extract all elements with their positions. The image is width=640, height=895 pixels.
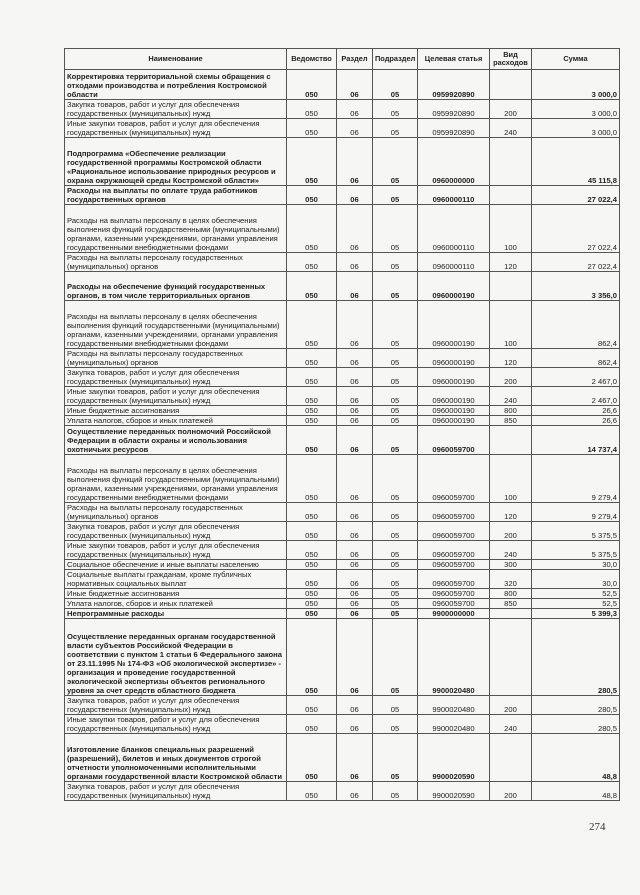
row-amount: 280,5: [532, 619, 620, 696]
row-amount: 52,5: [532, 599, 620, 609]
row-department: 050: [287, 734, 337, 782]
row-amount: 9 279,4: [532, 455, 620, 503]
row-target-article: 0959920890: [418, 119, 490, 138]
row-name: Расходы на выплаты персоналу в целях обеспечения выполнения функций государственными (муниципальными) органами, казенными учреждениями, органами управления государственными внебюджетными фондами: [65, 455, 287, 503]
row-name: Социальные выплаты гражданам, кроме публичных нормативных социальных выплат: [65, 570, 287, 589]
row-subsection: 05: [373, 70, 418, 100]
budget-table: [64, 48, 620, 801]
row-target-article: 0959920890: [418, 100, 490, 119]
table-row: [65, 387, 620, 406]
row-subsection: 05: [373, 589, 418, 599]
row-subsection: 05: [373, 599, 418, 609]
table-row: [65, 715, 620, 734]
row-expense-type: [490, 609, 532, 619]
row-amount: 27 022,4: [532, 205, 620, 253]
table-row: [65, 619, 620, 696]
table-row: [65, 503, 620, 522]
row-expense-type: 100: [490, 205, 532, 253]
row-section: 06: [337, 560, 373, 570]
row-subsection: 05: [373, 301, 418, 349]
row-department: 050: [287, 570, 337, 589]
table-row: [65, 570, 620, 589]
row-amount: 2 467,0: [532, 387, 620, 406]
row-expense-type: 200: [490, 100, 532, 119]
table-row: [65, 599, 620, 609]
row-target-article: 0960059700: [418, 570, 490, 589]
row-department: 050: [287, 138, 337, 186]
row-expense-type: [490, 272, 532, 301]
row-target-article: 0960000110: [418, 205, 490, 253]
row-expense-type: 320: [490, 570, 532, 589]
row-subsection: 05: [373, 734, 418, 782]
row-department: 050: [287, 70, 337, 100]
row-target-article: 0960059700: [418, 503, 490, 522]
row-name: Расходы на выплаты персоналу в целях обеспечения выполнения функций государственными (муниципальными) органами, казенными учреждениями, органами управления государственными внебюджетными фондами: [65, 301, 287, 349]
row-department: 050: [287, 186, 337, 205]
row-name: Уплата налогов, сборов и иных платежей: [65, 416, 287, 426]
row-target-article: 0960059700: [418, 426, 490, 455]
row-name: Расходы на выплаты персоналу в целях обеспечения выполнения функций государственными (муниципальными) органами, казенными учреждениями, органами управления государственными внебюджетными фондами: [65, 205, 287, 253]
header-department: Ведомство: [287, 49, 337, 70]
row-target-article: 0960000190: [418, 387, 490, 406]
table-row: [65, 541, 620, 560]
row-department: 050: [287, 782, 337, 801]
row-section: 06: [337, 782, 373, 801]
row-expense-type: 300: [490, 560, 532, 570]
row-target-article: 0960000190: [418, 272, 490, 301]
row-section: 06: [337, 570, 373, 589]
table-row: [65, 455, 620, 503]
row-expense-type: 200: [490, 696, 532, 715]
row-department: 050: [287, 272, 337, 301]
row-subsection: 05: [373, 619, 418, 696]
table-row: [65, 138, 620, 186]
row-section: 06: [337, 186, 373, 205]
row-department: 050: [287, 368, 337, 387]
row-subsection: 05: [373, 560, 418, 570]
row-target-article: 0959920890: [418, 70, 490, 100]
row-name: Расходы на выплаты персоналу государственных (муниципальных) органов: [65, 253, 287, 272]
row-target-article: 0960000190: [418, 349, 490, 368]
row-subsection: 05: [373, 426, 418, 455]
row-subsection: 05: [373, 782, 418, 801]
row-department: 050: [287, 349, 337, 368]
row-section: 06: [337, 138, 373, 186]
row-expense-type: [490, 186, 532, 205]
row-name: Иные закупки товаров, работ и услуг для обеспечения государственных (муниципальных) нужд: [65, 119, 287, 138]
row-expense-type: 240: [490, 387, 532, 406]
row-section: 06: [337, 301, 373, 349]
row-section: 06: [337, 368, 373, 387]
row-target-article: 9900000000: [418, 609, 490, 619]
table-row: [65, 349, 620, 368]
row-subsection: 05: [373, 119, 418, 138]
row-subsection: 05: [373, 715, 418, 734]
row-amount: 26,6: [532, 416, 620, 426]
row-expense-type: [490, 619, 532, 696]
row-section: 06: [337, 609, 373, 619]
header-target-article: Целевая статья: [418, 49, 490, 70]
row-department: 050: [287, 455, 337, 503]
row-subsection: 05: [373, 406, 418, 416]
row-amount: 3 356,0: [532, 272, 620, 301]
row-expense-type: 850: [490, 416, 532, 426]
row-expense-type: [490, 734, 532, 782]
header-section: Раздел: [337, 49, 373, 70]
row-name: Подпрограмма «Обеспечение реализации государственной программы Костромской области «Рациональное использование природных ресурсов и охрана окружающей среды Костромской области»: [65, 138, 287, 186]
row-section: 06: [337, 416, 373, 426]
row-section: 06: [337, 734, 373, 782]
row-subsection: 05: [373, 541, 418, 560]
row-target-article: 0960059700: [418, 599, 490, 609]
row-department: 050: [287, 619, 337, 696]
row-target-article: 0960000000: [418, 138, 490, 186]
row-target-article: 0960059700: [418, 455, 490, 503]
row-subsection: 05: [373, 138, 418, 186]
row-section: 06: [337, 406, 373, 416]
row-department: 050: [287, 696, 337, 715]
table-row: [65, 119, 620, 138]
row-expense-type: 240: [490, 119, 532, 138]
row-subsection: 05: [373, 205, 418, 253]
row-expense-type: 100: [490, 455, 532, 503]
row-section: 06: [337, 696, 373, 715]
row-expense-type: 200: [490, 368, 532, 387]
row-amount: 280,5: [532, 696, 620, 715]
row-subsection: 05: [373, 522, 418, 541]
table-row: [65, 696, 620, 715]
row-subsection: 05: [373, 416, 418, 426]
row-section: 06: [337, 522, 373, 541]
table-row: [65, 782, 620, 801]
table-row: [65, 416, 620, 426]
row-name: Закупка товаров, работ и услуг для обеспечения государственных (муниципальных) нужд: [65, 100, 287, 119]
table-row: [65, 205, 620, 253]
row-subsection: 05: [373, 696, 418, 715]
row-amount: 48,8: [532, 782, 620, 801]
page-number: 274: [589, 821, 606, 833]
row-target-article: 0960000110: [418, 253, 490, 272]
row-expense-type: 200: [490, 782, 532, 801]
row-department: 050: [287, 253, 337, 272]
row-subsection: 05: [373, 253, 418, 272]
header-subsection: Подраздел: [373, 49, 418, 70]
row-subsection: 05: [373, 349, 418, 368]
row-name: Осуществление переданных органам государственной власти субъектов Российской Федерации в соответствии с пунктом 1 статьи 6 Федерального закона от 23.11.1995 № 174-ФЗ «Об экологической экспертизе» - организация и проведение государственной экологической экспертизы объектов регионального уровня за счет средств областного бюджета: [65, 619, 287, 696]
row-name: Иные бюджетные ассигнования: [65, 589, 287, 599]
row-department: 050: [287, 609, 337, 619]
table-row: [65, 589, 620, 599]
table-row: [65, 100, 620, 119]
row-section: 06: [337, 119, 373, 138]
row-subsection: 05: [373, 570, 418, 589]
table-row: [65, 186, 620, 205]
row-amount: 48,8: [532, 734, 620, 782]
row-expense-type: 240: [490, 715, 532, 734]
row-name: Закупка товаров, работ и услуг для обеспечения государственных (муниципальных) нужд: [65, 696, 287, 715]
row-section: 06: [337, 599, 373, 609]
row-target-article: 0960059700: [418, 589, 490, 599]
row-amount: 5 375,5: [532, 541, 620, 560]
header-name: Наименование: [65, 49, 287, 70]
row-expense-type: 100: [490, 301, 532, 349]
row-amount: 3 000,0: [532, 119, 620, 138]
row-expense-type: [490, 138, 532, 186]
row-name: Иные бюджетные ассигнования: [65, 406, 287, 416]
row-expense-type: 120: [490, 349, 532, 368]
row-expense-type: [490, 70, 532, 100]
row-section: 06: [337, 589, 373, 599]
table-row: [65, 368, 620, 387]
row-amount: 26,6: [532, 406, 620, 416]
row-department: 050: [287, 599, 337, 609]
table-row: [65, 522, 620, 541]
row-target-article: 9900020480: [418, 696, 490, 715]
row-amount: 27 022,4: [532, 253, 620, 272]
row-department: 050: [287, 522, 337, 541]
row-department: 050: [287, 406, 337, 416]
row-amount: 2 467,0: [532, 368, 620, 387]
row-section: 06: [337, 272, 373, 301]
row-name: Закупка товаров, работ и услуг для обеспечения государственных (муниципальных) нужд: [65, 522, 287, 541]
row-amount: 30,0: [532, 560, 620, 570]
row-amount: 52,5: [532, 589, 620, 599]
row-department: 050: [287, 541, 337, 560]
row-name: Расходы на выплаты персоналу государственных (муниципальных) органов: [65, 349, 287, 368]
row-target-article: 9900020590: [418, 782, 490, 801]
row-section: 06: [337, 100, 373, 119]
row-expense-type: 800: [490, 406, 532, 416]
table-row: [65, 272, 620, 301]
row-target-article: 0960000190: [418, 301, 490, 349]
row-department: 050: [287, 205, 337, 253]
row-expense-type: 120: [490, 253, 532, 272]
row-expense-type: 240: [490, 541, 532, 560]
row-expense-type: 120: [490, 503, 532, 522]
row-expense-type: 200: [490, 522, 532, 541]
row-department: 050: [287, 301, 337, 349]
row-amount: 3 000,0: [532, 100, 620, 119]
row-target-article: 9900020480: [418, 715, 490, 734]
row-name: Корректировка территориальной схемы обращения с отходами производства и потребления Костромской области: [65, 70, 287, 100]
row-target-article: 0960000190: [418, 368, 490, 387]
row-amount: 9 279,4: [532, 503, 620, 522]
row-section: 06: [337, 205, 373, 253]
row-target-article: 0960000190: [418, 406, 490, 416]
row-department: 050: [287, 100, 337, 119]
row-department: 050: [287, 503, 337, 522]
header-expense-type: Вид расходов: [490, 49, 532, 70]
row-section: 06: [337, 541, 373, 560]
row-expense-type: 850: [490, 599, 532, 609]
row-name: Непрограммные расходы: [65, 609, 287, 619]
row-section: 06: [337, 619, 373, 696]
row-department: 050: [287, 589, 337, 599]
row-name: Социальное обеспечение и иные выплаты населению: [65, 560, 287, 570]
table-row: [65, 426, 620, 455]
row-subsection: 05: [373, 609, 418, 619]
table-row: [65, 609, 620, 619]
row-target-article: 0960000190: [418, 416, 490, 426]
row-subsection: 05: [373, 387, 418, 406]
row-name: Закупка товаров, работ и услуг для обеспечения государственных (муниципальных) нужд: [65, 368, 287, 387]
row-section: 06: [337, 715, 373, 734]
row-section: 06: [337, 455, 373, 503]
row-section: 06: [337, 387, 373, 406]
row-target-article: 0960059700: [418, 522, 490, 541]
table-header-row: [65, 49, 620, 70]
table-body: [65, 70, 620, 801]
row-department: 050: [287, 416, 337, 426]
row-section: 06: [337, 70, 373, 100]
header-amount: Сумма: [532, 49, 620, 70]
row-department: 050: [287, 715, 337, 734]
row-section: 06: [337, 426, 373, 455]
row-amount: 45 115,8: [532, 138, 620, 186]
row-amount: 3 000,0: [532, 70, 620, 100]
row-name: Иные закупки товаров, работ и услуг для обеспечения государственных (муниципальных) нужд: [65, 715, 287, 734]
row-target-article: 0960000110: [418, 186, 490, 205]
row-department: 050: [287, 560, 337, 570]
row-amount: 862,4: [532, 301, 620, 349]
row-subsection: 05: [373, 368, 418, 387]
row-target-article: 9900020590: [418, 734, 490, 782]
row-name: Иные закупки товаров, работ и услуг для обеспечения государственных (муниципальных) нужд: [65, 541, 287, 560]
row-target-article: 0960059700: [418, 541, 490, 560]
row-subsection: 05: [373, 455, 418, 503]
row-section: 06: [337, 349, 373, 368]
row-amount: 14 737,4: [532, 426, 620, 455]
table-row: [65, 301, 620, 349]
row-name: Уплата налогов, сборов и иных платежей: [65, 599, 287, 609]
row-name: Расходы на выплаты по оплате труда работников государственных органов: [65, 186, 287, 205]
row-amount: 280,5: [532, 715, 620, 734]
row-section: 06: [337, 503, 373, 522]
row-target-article: 0960059700: [418, 560, 490, 570]
row-name: Иные закупки товаров, работ и услуг для обеспечения государственных (муниципальных) нужд: [65, 387, 287, 406]
row-amount: 30,0: [532, 570, 620, 589]
row-name: Осуществление переданных полномочий Российской Федерации в области охраны и использования охотничьих ресурсов: [65, 426, 287, 455]
row-target-article: 9900020480: [418, 619, 490, 696]
row-name: Закупка товаров, работ и услуг для обеспечения государственных (муниципальных) нужд: [65, 782, 287, 801]
row-amount: 862,4: [532, 349, 620, 368]
table-row: [65, 406, 620, 416]
row-expense-type: 800: [490, 589, 532, 599]
row-name: Расходы на обеспечение функций государственных органов, в том числе территориальных органов: [65, 272, 287, 301]
row-name: Расходы на выплаты персоналу государственных (муниципальных) органов: [65, 503, 287, 522]
row-amount: 27 022,4: [532, 186, 620, 205]
row-amount: 5 375,5: [532, 522, 620, 541]
row-subsection: 05: [373, 100, 418, 119]
row-subsection: 05: [373, 186, 418, 205]
table-row: [65, 734, 620, 782]
row-department: 050: [287, 387, 337, 406]
row-name: Изготовление бланков специальных разрешений (разрешений), билетов и иных документов строгой отчетности уполномоченными исполнительными органами государственной власти Костромской области: [65, 734, 287, 782]
row-amount: 5 399,3: [532, 609, 620, 619]
row-section: 06: [337, 253, 373, 272]
table-row: [65, 560, 620, 570]
table-row: [65, 70, 620, 100]
row-subsection: 05: [373, 503, 418, 522]
row-department: 050: [287, 426, 337, 455]
row-department: 050: [287, 119, 337, 138]
row-subsection: 05: [373, 272, 418, 301]
table-row: [65, 253, 620, 272]
row-expense-type: [490, 426, 532, 455]
